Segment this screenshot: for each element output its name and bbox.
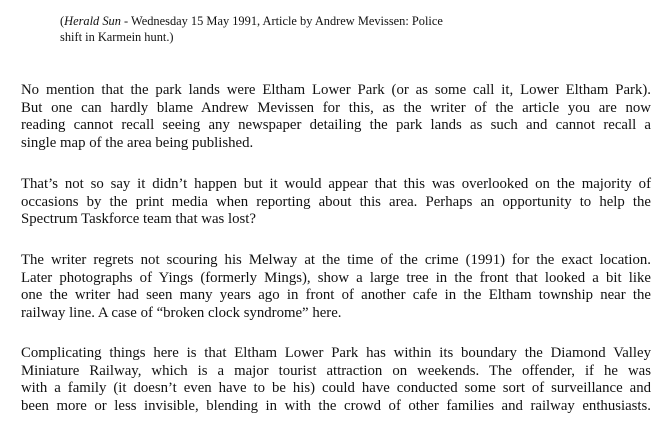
- paragraph-line: But one can hardly blame Andrew Mevissen for this, as the writer of the article you are now: [21, 99, 651, 116]
- paragraph-line: one the writer had seen many years ago in front of another cafe in the Eltham township near the: [21, 287, 651, 304]
- paragraph-line: been more or less invisible, blending in with the crowd of other families and railway enthusiasts.: [21, 397, 651, 414]
- paragraph-line: Miniature Railway, which is a major tourist attraction on weekends. The offender, if he was: [21, 362, 651, 379]
- paragraph-line: The writer regrets not scouring his Melway at the time of the crime (1991) for the exact location.: [21, 252, 651, 268]
- paragraph-line: Complicating things here is that Eltham Lower Park has within its boundary the Diamond Valley: [21, 345, 651, 361]
- citation-details: - Wednesday 15 May 1991, Article by Andrew Mevissen: Police: [120, 14, 443, 28]
- paragraph-park-lands: [21, 82, 651, 152]
- citation-title-continued: shift in Karmein hunt.): [60, 30, 174, 44]
- paragraph-line: railway line. A case of “broken clock syndrome” here.: [21, 304, 342, 321]
- paragraph-line: occasions by the print media when reporting about this area. Perhaps an opportunity to help the: [21, 193, 651, 210]
- paragraph-line: No mention that the park lands were Eltham Lower Park (or as some call it, Lower Eltham Park).: [21, 82, 651, 98]
- paragraph-line: single map of the area being published.: [21, 134, 254, 151]
- paragraph-print-media: [21, 176, 651, 229]
- paragraph-line: Spectrum Taskforce team that was lost?: [21, 211, 256, 228]
- paragraph-line: reading cannot recall seeing any newspaper detailing the park lands as such and cannot recall a: [21, 117, 651, 134]
- article-citation: (Herald Sun - Wednesday 15 May 1991, Article by Andrew Mevissen: Police shift in Karmein hunt.): [60, 14, 443, 44]
- paragraph-line: That’s not so say it didn’t happen but it would appear that this was overlooked on the majority of: [21, 176, 651, 192]
- paragraph-line: Later photographs of Yings (formerly Mings), show a large tree in the front that looked a bit like: [21, 269, 651, 286]
- citation-source: Herald Sun: [64, 14, 121, 28]
- paragraph-miniature-railway: [21, 345, 651, 415]
- paragraph-melway: [21, 252, 651, 322]
- paragraph-line: with a family (it doesn’t even have to be his) could have conducted some sort of surveillance and: [21, 380, 651, 397]
